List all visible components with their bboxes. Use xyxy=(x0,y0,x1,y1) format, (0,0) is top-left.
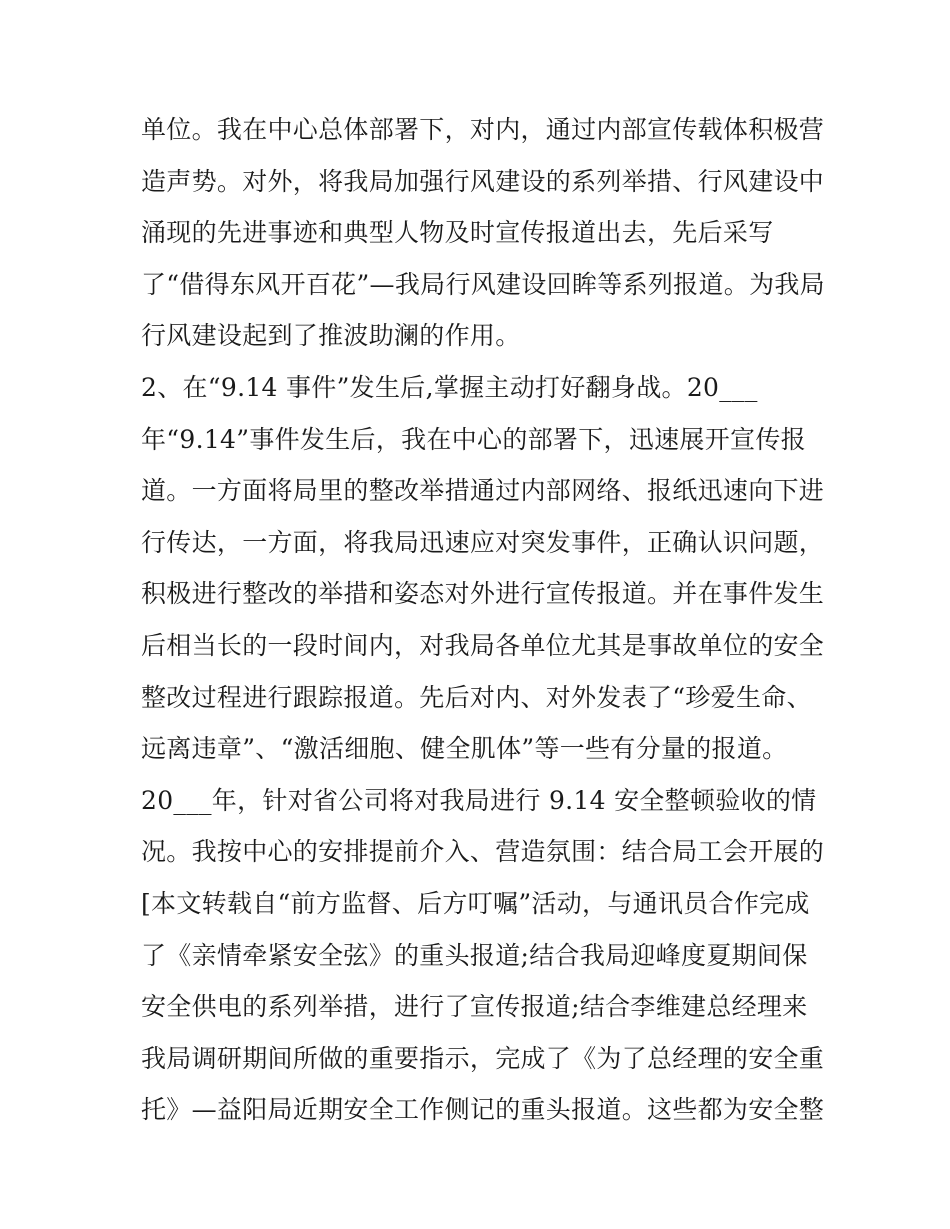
text-line: 况。我按中心的安排提前介入、营造氛围：结合局工会开展的 xyxy=(141,837,825,867)
text-line: 后相当长的一段时间内，对我局各单位尤其是事故单位的安全 xyxy=(141,630,825,660)
text-line: 安全供电的系列举措，进行了宣传报道;结合李维建总经理来 xyxy=(141,992,808,1022)
text-line: 了《亲情牵紧安全弦》的重头报道;结合我局迎峰度夏期间保 xyxy=(141,940,808,970)
text-line: 积极进行整改的举措和姿态对外进行宣传报道。并在事件发生 xyxy=(141,579,825,609)
text-line: 整改过程进行跟踪报道。先后对内、对外发表了“珍爱生命、 xyxy=(141,682,812,712)
text-line: 行传达，一方面，将我局迅速应对突发事件，正确认识问题， xyxy=(141,527,825,557)
text-line: 2、在“9.14 事件”发生后,掌握主动打好翻身战。20___ xyxy=(141,372,758,402)
text-line: 年“9.14”事件发生后，我在中心的部署下，迅速展开宣传报 xyxy=(141,424,806,454)
text-line: [本文转载自“前方监督、后方叮嘱”活动，与通讯员合作完成 xyxy=(141,888,810,918)
text-line: 道。一方面将局里的整改举措通过内部网络、报纸迅速向下进 xyxy=(141,476,825,506)
text-line: 造声势。对外，将我局加强行风建设的系列举措、行风建设中 xyxy=(141,166,825,196)
text-line: 涌现的先进事迹和典型人物及时宣传报道出去，先后采写 xyxy=(141,218,774,248)
body-text xyxy=(141,104,825,1136)
text-line: 远离违章”、“激活细胞、健全肌体”等一些有分量的报道。 xyxy=(141,734,788,764)
text-line: 了“借得东风开百花”—我局行风建设回眸等系列报道。为我局 xyxy=(141,269,825,299)
text-line: 20___年，针对省公司将对我局进行 9.14 安全整顿验收的情 xyxy=(141,785,817,815)
text-line: 我局调研期间所做的重要指示，完成了《为了总经理的安全重 xyxy=(141,1043,825,1073)
text-line: 行风建设起到了推波助澜的作用。 xyxy=(141,321,521,351)
text-line: 单位。我在中心总体部署下，对内，通过内部宣传载体积极营 xyxy=(141,115,825,144)
text-line: 托》—益阳局近期安全工作侧记的重头报道。这些都为安全整 xyxy=(141,1095,825,1125)
